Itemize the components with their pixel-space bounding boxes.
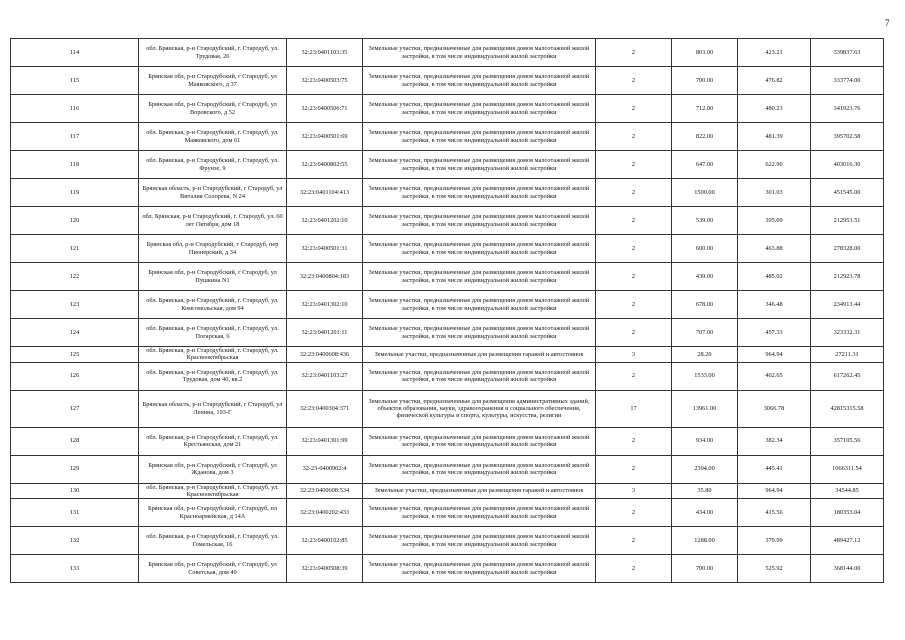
row-number-cell: 124 [11, 319, 139, 347]
group-code-cell: 17 [596, 390, 672, 427]
specific-value-cell: 463.88 [738, 235, 811, 263]
row-number-cell: 127 [11, 390, 139, 427]
land-use-cell: Земельные участки, предназначенные для размещения административных зданий, объектов образования, науки, здравоохранения и социального обеспечения, физической культуры и спорта, культуры, искусства, религии [363, 390, 596, 427]
cadastral-value-cell: 403016.30 [811, 151, 884, 179]
cadastral-number-cell: 32:23:0401104:413 [287, 179, 363, 207]
area-cell: 712.00 [672, 95, 738, 123]
cadastral-number-cell: 32:23:0400501:31 [287, 235, 363, 263]
row-number-cell: 131 [11, 499, 139, 527]
table-row [11, 151, 884, 179]
specific-value-cell: 480.23 [738, 95, 811, 123]
row-number-cell: 130 [11, 483, 139, 499]
cadastral-number-cell: 32:23:0401301:99 [287, 427, 363, 455]
cadastral-number-cell: 32:23:0400508:39 [287, 555, 363, 583]
specific-value-cell: 382.34 [738, 427, 811, 455]
row-number-cell: 125 [11, 347, 139, 363]
land-use-cell: Земельные участки, предназначенные для размещения гаражей и автостоянок [363, 347, 596, 363]
address-cell: обл. Брянская, р-н Стародубский, г. Стародуб, ул. Крестьянская, дом 21 [139, 427, 287, 455]
cadastral-number-cell: 32:23:0401103:27 [287, 362, 363, 390]
cadastral-value-cell: 27211.31 [811, 347, 884, 363]
specific-value-cell: 402.65 [738, 362, 811, 390]
cadastral-number-cell: 32:23:0400608:534 [287, 483, 363, 499]
table-row [11, 390, 884, 427]
table-row [11, 67, 884, 95]
address-cell: Брянская обл, р-н Стародубский, г Стародуб, ул Советская, дом 49 [139, 555, 287, 583]
table-row [11, 207, 884, 235]
table-row [11, 291, 884, 319]
cadastral-number-cell: 32:23:0400804:183 [287, 263, 363, 291]
group-code-cell: 2 [596, 362, 672, 390]
row-number-cell: 115 [11, 67, 139, 95]
cadastral-value-cell: 278328.00 [811, 235, 884, 263]
table-row [11, 39, 884, 67]
address-cell: Брянская область, р-н Стародубский, г Стародуб, ул Ленина, 193-Г [139, 390, 287, 427]
cadastral-number-cell: 32:23:0400202:433 [287, 499, 363, 527]
address-cell: обл. Брянская, р-н Стародубский, г. Стародуб, ул. Трудовая, 26 [139, 39, 287, 67]
table-row [11, 347, 884, 363]
cadastral-number-cell: 32:23:0400506:71 [287, 95, 363, 123]
cadastral-number-cell: 32:23:0400608:436 [287, 347, 363, 363]
area-cell: 439.00 [672, 263, 738, 291]
address-cell: обл. Брянская, р-н Стародубский, г. Стародуб, ул. Трудовая, дом 40, кв.2 [139, 362, 287, 390]
table-row [11, 527, 884, 555]
area-cell: 1533.00 [672, 362, 738, 390]
specific-value-cell: 346.48 [738, 291, 811, 319]
address-cell: обл. Брянская, р-н Стародубский, г. Стародуб, ул. Краснооктябрьская [139, 347, 287, 363]
specific-value-cell: 379.99 [738, 527, 811, 555]
land-use-cell: Земельные участки, предназначенные для размещения домов малоэтажной жилой застройки, в том числе индивидуальной жилой застройки [363, 39, 596, 67]
address-cell: Брянская обл, р-н Стародубский, г Стародуб, ул Пушкина N1 [139, 263, 287, 291]
land-use-cell: Земельные участки, предназначенные для размещения домов малоэтажной жилой застройки, в том числе индивидуальной жилой застройки [363, 67, 596, 95]
cadastral-value-cell: 180353.04 [811, 499, 884, 527]
table-row [11, 123, 884, 151]
specific-value-cell: 457.33 [738, 319, 811, 347]
area-cell: 934.00 [672, 427, 738, 455]
specific-value-cell: 415.56 [738, 499, 811, 527]
land-use-cell: Земельные участки, предназначенные для размещения домов малоэтажной жилой застройки, в том числе индивидуальной жилой застройки [363, 263, 596, 291]
address-cell: обл. Брянская, р-н Стародубский, г. Стародуб, ул. 60 лет Октября, дом 18 [139, 207, 287, 235]
area-cell: 600.00 [672, 235, 738, 263]
row-number-cell: 120 [11, 207, 139, 235]
land-use-cell: Земельные участки, предназначенные для размещения домов малоэтажной жилой застройки, в том числе индивидуальной жилой застройки [363, 527, 596, 555]
row-number-cell: 118 [11, 151, 139, 179]
area-cell: 1500.00 [672, 179, 738, 207]
cadastral-number-cell: 32:23:0400304:371 [287, 390, 363, 427]
table-row [11, 319, 884, 347]
table-body [11, 39, 884, 583]
group-code-cell: 2 [596, 123, 672, 151]
area-cell: 35.80 [672, 483, 738, 499]
specific-value-cell: 622.90 [738, 151, 811, 179]
group-code-cell: 2 [596, 235, 672, 263]
address-cell: Брянская обл, р-н Стародубский, г Стародуб, ул Воровского, д 52 [139, 95, 287, 123]
cadastral-value-cell: 395702.58 [811, 123, 884, 151]
group-code-cell: 2 [596, 67, 672, 95]
table-row [11, 179, 884, 207]
group-code-cell: 2 [596, 427, 672, 455]
cadastral-number-cell: 32:23:0400503:75 [287, 67, 363, 95]
group-code-cell: 3 [596, 483, 672, 499]
row-number-cell: 132 [11, 527, 139, 555]
address-cell: обл. Брянская, р-н Стародубский, г. Стародуб, ул. Комсомольская, дом 94 [139, 291, 287, 319]
area-cell: 539.00 [672, 207, 738, 235]
area-cell: 13961.00 [672, 390, 738, 427]
area-cell: 803.00 [672, 39, 738, 67]
group-code-cell: 2 [596, 151, 672, 179]
cadastral-number-cell: 32-23-0400902:4 [287, 455, 363, 483]
address-cell: обл. Брянская, р-н Стародубский, г. Стародуб, ул. Гомельская, 16 [139, 527, 287, 555]
specific-value-cell: 485.02 [738, 263, 811, 291]
table-row [11, 455, 884, 483]
row-number-cell: 119 [11, 179, 139, 207]
cadastral-number-cell: 32:23:0400802:55 [287, 151, 363, 179]
cadastral-value-cell: 357105.56 [811, 427, 884, 455]
cadastral-number-cell: 32:23:0401103:35 [287, 39, 363, 67]
table-row [11, 95, 884, 123]
group-code-cell: 2 [596, 39, 672, 67]
group-code-cell: 2 [596, 95, 672, 123]
group-code-cell: 2 [596, 555, 672, 583]
address-cell: Брянская обл, р-н Стародубский, г Стародуб, ул Маяковского, д 37 [139, 67, 287, 95]
address-cell: Брянская область, р-н Стародубский, г Стародуб, ул Виталия Солорева, N 24 [139, 179, 287, 207]
land-use-cell: Земельные участки, предназначенные для размещения домов малоэтажной жилой застройки, в том числе индивидуальной жилой застройки [363, 95, 596, 123]
group-code-cell: 2 [596, 319, 672, 347]
table-row [11, 263, 884, 291]
area-cell: 434.00 [672, 499, 738, 527]
row-number-cell: 126 [11, 362, 139, 390]
group-code-cell: 2 [596, 499, 672, 527]
specific-value-cell: 476.82 [738, 67, 811, 95]
land-use-cell: Земельные участки, предназначенные для размещения домов малоэтажной жилой застройки, в том числе индивидуальной жилой застройки [363, 455, 596, 483]
table-row [11, 555, 884, 583]
cadastral-number-cell: 32:23:0400501:69 [287, 123, 363, 151]
specific-value-cell: 964.94 [738, 483, 811, 499]
group-code-cell: 2 [596, 455, 672, 483]
cadastral-value-cell: 368144.00 [811, 555, 884, 583]
row-number-cell: 133 [11, 555, 139, 583]
specific-value-cell: 395.09 [738, 207, 811, 235]
cadastral-value-cell: 617262.45 [811, 362, 884, 390]
area-cell: 700.00 [672, 67, 738, 95]
row-number-cell: 129 [11, 455, 139, 483]
row-number-cell: 121 [11, 235, 139, 263]
cadastral-value-cell: 451545.00 [811, 179, 884, 207]
cadastral-number-cell: 32:23:0401202:10 [287, 207, 363, 235]
land-plots-table [10, 38, 884, 583]
cadastral-number-cell: 32:23:0400102:85 [287, 527, 363, 555]
land-use-cell: Земельные участки, предназначенные для размещения домов малоэтажной жилой застройки, в том числе индивидуальной жилой застройки [363, 123, 596, 151]
cadastral-value-cell: 339837.63 [811, 39, 884, 67]
area-cell: 647.00 [672, 151, 738, 179]
land-use-cell: Земельные участки, предназначенные для размещения домов малоэтажной жилой застройки, в том числе индивидуальной жилой застройки [363, 555, 596, 583]
area-cell: 1288.00 [672, 527, 738, 555]
area-cell: 678.00 [672, 291, 738, 319]
land-use-cell: Земельные участки, предназначенные для размещения домов малоэтажной жилой застройки, в том числе индивидуальной жилой застройки [363, 207, 596, 235]
row-number-cell: 122 [11, 263, 139, 291]
cadastral-value-cell: 212923.78 [811, 263, 884, 291]
cadastral-number-cell: 32:23:0401302:10 [287, 291, 363, 319]
address-cell: обл. Брянская, р-н Стародубский, г. Стародуб, ул. Маяковского, дом 61 [139, 123, 287, 151]
table-row [11, 499, 884, 527]
land-use-cell: Земельные участки, предназначенные для размещения домов малоэтажной жилой застройки, в том числе индивидуальной жилой застройки [363, 427, 596, 455]
land-use-cell: Земельные участки, предназначенные для размещения домов малоэтажной жилой застройки, в том числе индивидуальной жилой застройки [363, 319, 596, 347]
cadastral-value-cell: 1066311.54 [811, 455, 884, 483]
row-number-cell: 123 [11, 291, 139, 319]
specific-value-cell: 525.92 [738, 555, 811, 583]
table-row [11, 427, 884, 455]
address-cell: Брянская обл, р-н Стародубский, г Стародуб, пл Красноармейская, д 14А [139, 499, 287, 527]
area-cell: 28.20 [672, 347, 738, 363]
land-use-cell: Земельные участки, предназначенные для размещения домов малоэтажной жилой застройки, в том числе индивидуальной жилой застройки [363, 235, 596, 263]
cadastral-number-cell: 32:23:0401201:11 [287, 319, 363, 347]
area-cell: 822.00 [672, 123, 738, 151]
address-cell: Брянская обл, р-н Стародубский, г Стародуб, пер Пионерский, д 34 [139, 235, 287, 263]
address-cell: Брянская обл, р-н Стародубский, г Стародуб, ул Жданова, дом 3 [139, 455, 287, 483]
group-code-cell: 2 [596, 179, 672, 207]
cadastral-value-cell: 34544.85 [811, 483, 884, 499]
area-cell: 2394.00 [672, 455, 738, 483]
address-cell: обл. Брянская, р-н Стародубский, г. Стародуб, ул. Погарская, 6 [139, 319, 287, 347]
land-use-cell: Земельные участки, предназначенные для размещения домов малоэтажной жилой застройки, в том числе индивидуальной жилой застройки [363, 499, 596, 527]
specific-value-cell: 445.41 [738, 455, 811, 483]
land-use-cell: Земельные участки, предназначенные для размещения домов малоэтажной жилой застройки, в том числе индивидуальной жилой застройки [363, 179, 596, 207]
land-use-cell: Земельные участки, предназначенные для размещения домов малоэтажной жилой застройки, в том числе индивидуальной жилой застройки [363, 151, 596, 179]
cadastral-value-cell: 42815315.58 [811, 390, 884, 427]
specific-value-cell: 423.21 [738, 39, 811, 67]
area-cell: 700.00 [672, 555, 738, 583]
table-row [11, 483, 884, 499]
area-cell: 707.00 [672, 319, 738, 347]
cadastral-value-cell: 234913.44 [811, 291, 884, 319]
specific-value-cell: 3066.78 [738, 390, 811, 427]
row-number-cell: 114 [11, 39, 139, 67]
specific-value-cell: 964.94 [738, 347, 811, 363]
row-number-cell: 128 [11, 427, 139, 455]
group-code-cell: 2 [596, 207, 672, 235]
table-row [11, 235, 884, 263]
cadastral-value-cell: 323332.31 [811, 319, 884, 347]
specific-value-cell: 481.39 [738, 123, 811, 151]
specific-value-cell: 301.03 [738, 179, 811, 207]
group-code-cell: 2 [596, 527, 672, 555]
group-code-cell: 3 [596, 347, 672, 363]
land-use-cell: Земельные участки, предназначенные для размещения гаражей и автостоянок [363, 483, 596, 499]
table-row [11, 362, 884, 390]
cadastral-value-cell: 341923.76 [811, 95, 884, 123]
address-cell: обл. Брянская, р-н Стародубский, г. Стародуб, ул. Краснооктябрьская [139, 483, 287, 499]
row-number-cell: 117 [11, 123, 139, 151]
cadastral-value-cell: 333774.00 [811, 67, 884, 95]
address-cell: обл. Брянская, р-н Стародубский, г. Стародуб, ул. Фрунзе, 9 [139, 151, 287, 179]
land-use-cell: Земельные участки, предназначенные для размещения домов малоэтажной жилой застройки, в том числе индивидуальной жилой застройки [363, 362, 596, 390]
cadastral-value-cell: 212953.51 [811, 207, 884, 235]
group-code-cell: 2 [596, 263, 672, 291]
cadastral-value-cell: 489427.12 [811, 527, 884, 555]
page-number: 7 [885, 18, 890, 28]
row-number-cell: 116 [11, 95, 139, 123]
group-code-cell: 2 [596, 291, 672, 319]
land-use-cell: Земельные участки, предназначенные для размещения домов малоэтажной жилой застройки, в том числе индивидуальной жилой застройки [363, 291, 596, 319]
